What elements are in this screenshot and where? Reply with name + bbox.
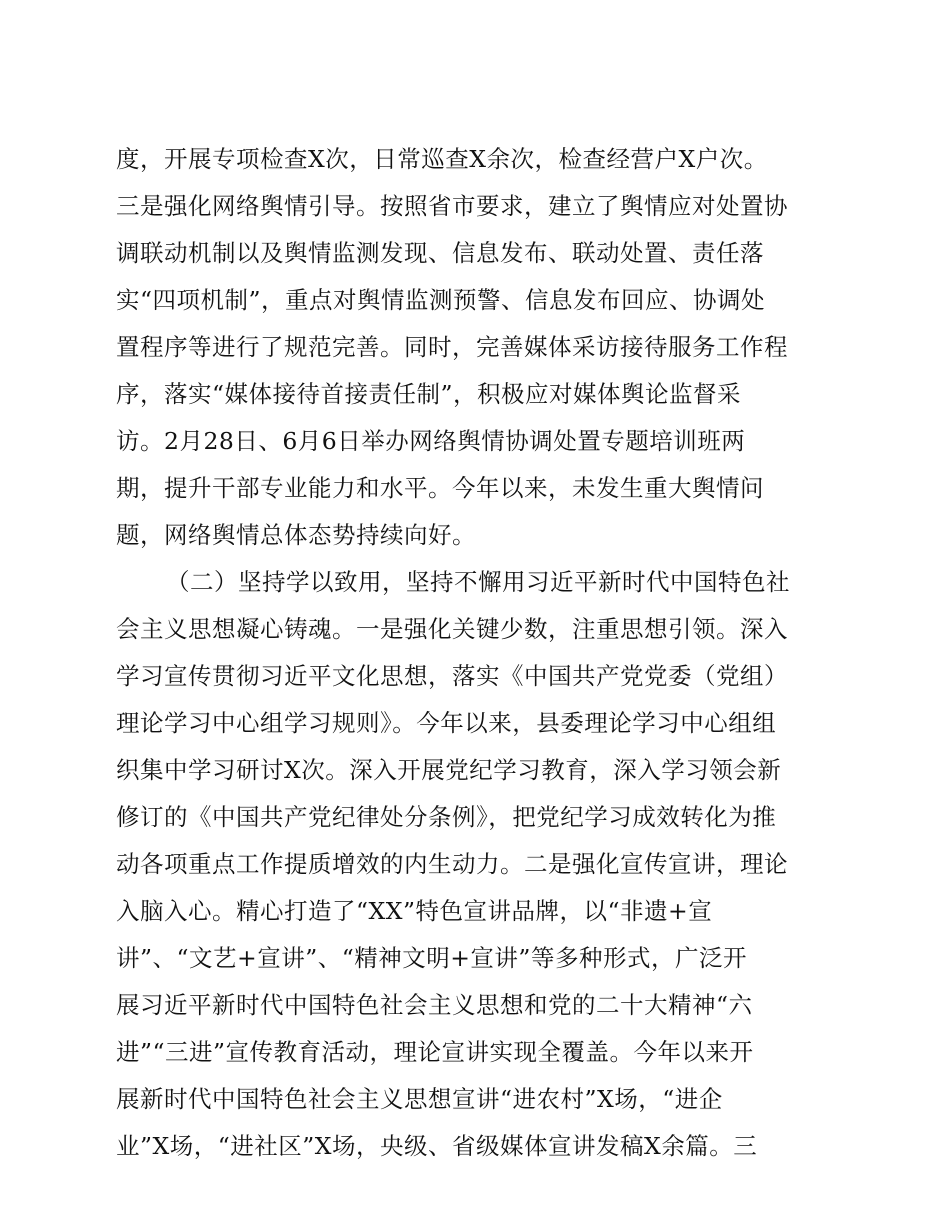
text-line: 访。2月28日、6月6日举办网络舆情协调处置专题培训班两: [116, 427, 746, 455]
text-line: 期，提升干部专业能力和水平。今年以来，未发生重大舆情问: [116, 474, 764, 502]
text-line: 序，落实“媒体接待首接责任制”，积极应对媒体舆论监督采: [116, 380, 742, 408]
text-line: 题，网络舆情总体态势持续向好。: [116, 521, 476, 549]
body-text: [116, 136, 826, 1170]
text-line: 动各项重点工作提质增效的内生动力。二是强化宣传宣讲，理论: [116, 850, 788, 878]
text-line: 调联动机制以及舆情监测发现、信息发布、联动处置、责任落: [116, 239, 764, 267]
text-line: 学习宣传贯彻习近平文化思想，落实《中国共产党党委（党组）: [116, 662, 788, 690]
text-line: 讲”、“文艺+宣讲”、“精神文明+宣讲”等多种形式，广泛开: [116, 944, 747, 972]
text-line: 入脑入心。精心打造了“XX”特色宣讲品牌，以“非遗+宣: [116, 897, 713, 925]
text-line: 理论学习中心组学习规则》。今年以来，县委理论学习中心组组: [116, 709, 777, 737]
text-line: 织集中学习研讨X次。深入开展党纪学习教育，深入学习领会新: [116, 756, 782, 784]
text-line: 展新时代中国特色社会主义思想宣讲“进农村”X场，“进企: [116, 1085, 723, 1113]
text-line: 置程序等进行了规范完善。同时，完善媒体采访接待服务工作程: [116, 333, 788, 361]
text-line: 度，开展专项检查X次，日常巡查X余次，检查经营户X户次。: [116, 145, 768, 173]
text-line: 三是强化网络舆情引导。按照省市要求，建立了舆情应对处置协: [116, 192, 788, 220]
text-line: 业”X场，“进社区”X场，央级、省级媒体宣讲发稿X余篇。三: [116, 1132, 758, 1160]
text-line: 进”“三进”宣传教育活动，理论宣讲实现全覆盖。今年以来开: [116, 1038, 754, 1066]
text-line: 实“四项机制”，重点对舆情监测预警、信息发布回应、协调处: [116, 286, 766, 314]
text-line: 会主义思想凝心铸魂。一是强化关键少数，注重思想引领。深入: [116, 615, 788, 643]
section-heading-line: （二）坚持学以致用，坚持不懈用习近平新时代中国特色社: [166, 568, 790, 596]
text-line: 展习近平新时代中国特色社会主义思想和党的二十大精神“六: [116, 991, 753, 1019]
text-line: 修订的《中国共产党纪律处分条例》，把党纪学习成效转化为推: [116, 803, 777, 831]
